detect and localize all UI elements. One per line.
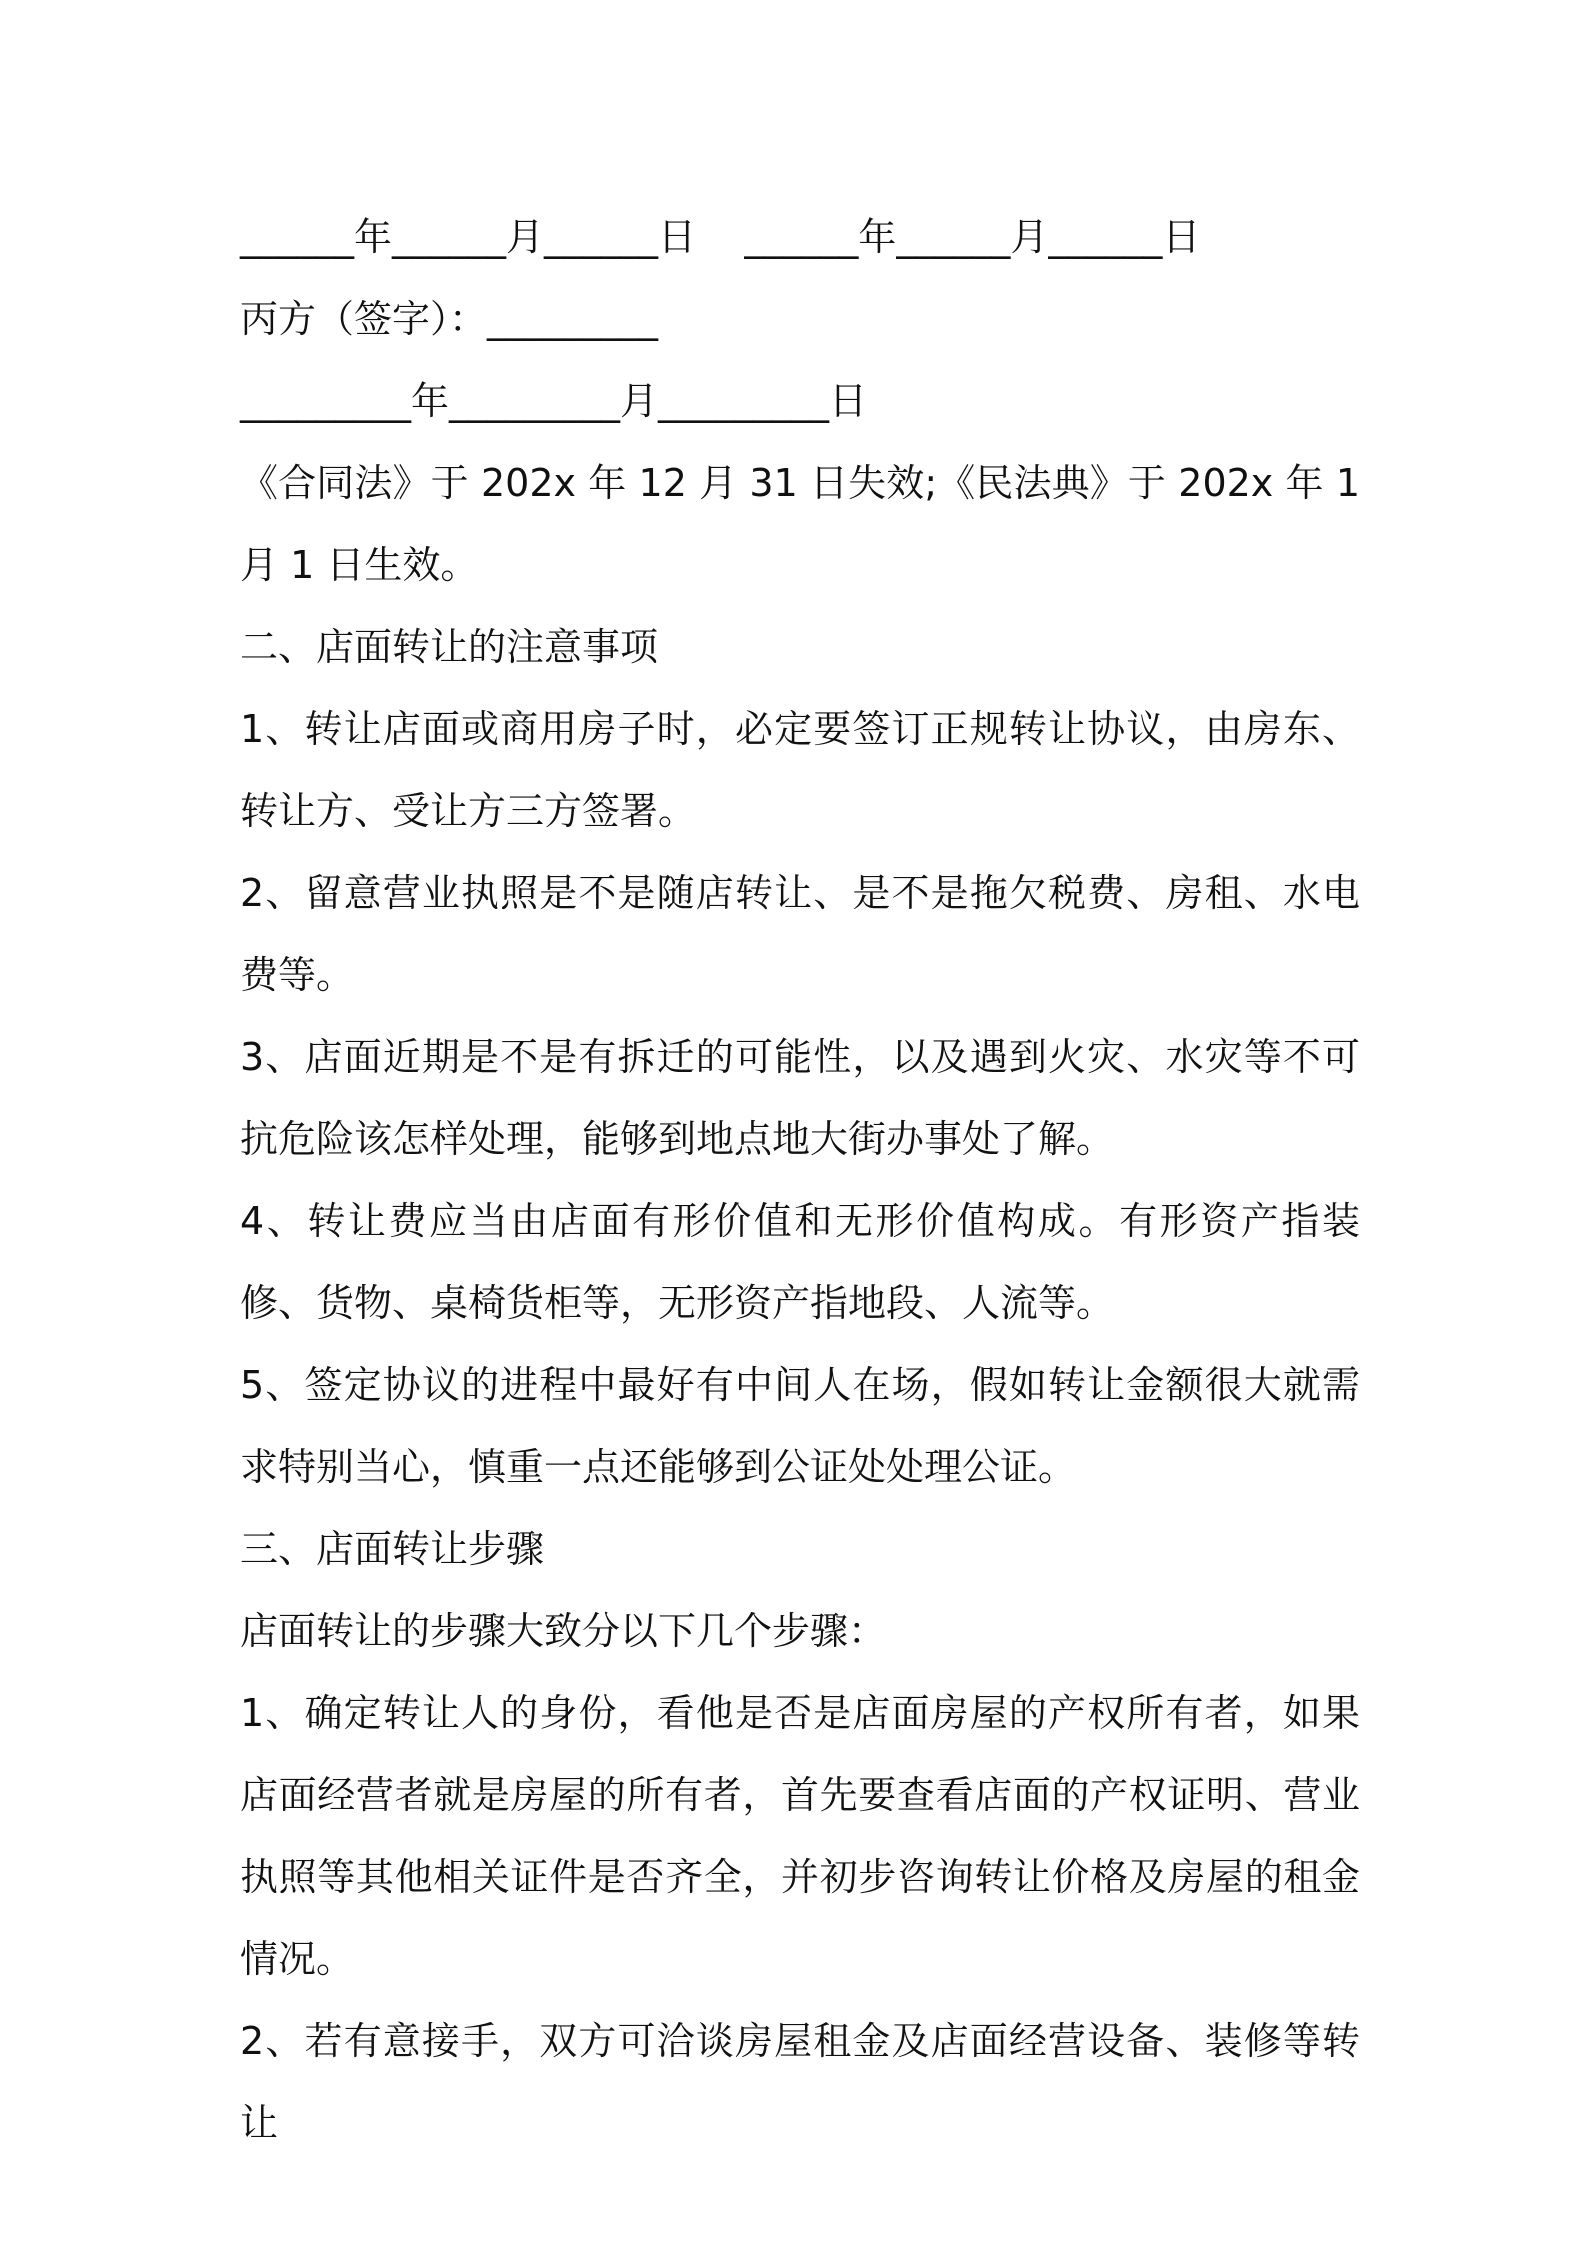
section3-item-1: 1、确定转让人的身份，看他是否是店面房屋的产权所有者，如果店面经营者就是房屋的所有者，首先要查看店面的产权证明、营业执照等其他相关证件是否齐全，并初步咨询转让价格及房屋的租金情况。 (240, 1691, 1360, 1981)
section-heading: 二、店面转让的注意事项 (240, 625, 659, 669)
section2-item-1: 1、转让店面或商用房子时，必定要签订正规转让协议，由房东、转让方、受让方三方签署。 (240, 707, 1360, 833)
section2-item-5: 5、签定协议的进程中最好有中间人在场，假如转让金额很大就需求特别当心，慎重一点还能够到公证处处理公证。 (240, 1363, 1360, 1489)
signature-date-line-2: _________年_________月_________日 (240, 379, 868, 423)
section2-item-3: 3、店面近期是不是有拆迁的可能性，以及遇到火灾、水灾等不可抗危险该怎样处理，能够到地点地大街办事处了解。 (240, 1035, 1360, 1161)
law-note: 《合同法》于 202x 年 12 月 31 日失效;《民法典》于 202x 年 1 月 1 日生效。 (240, 461, 1360, 587)
document-body (240, 196, 1360, 2164)
section2-item-2: 2、留意营业执照是不是随店转让、是不是拖欠税费、房租、水电费等。 (240, 871, 1360, 997)
section2-item-4: 4、转让费应当由店面有形价值和无形价值构成。有形资产指装修、货物、桌椅货柜等，无形资产指地段、人流等。 (240, 1199, 1360, 1325)
section3-item-2: 2、若有意接手，双方可洽谈房屋租金及店面经营设备、装修等转让 (240, 2019, 1360, 2145)
section-heading: 三、店面转让步骤 (240, 1527, 545, 1571)
party-c-signature: 丙方（签字）：_________ (240, 297, 659, 341)
section3-intro: 店面转让的步骤大致分以下几个步骤： (240, 1609, 887, 1653)
signature-date-line: ______年______月______日 ______年______月______日 (240, 215, 1201, 259)
